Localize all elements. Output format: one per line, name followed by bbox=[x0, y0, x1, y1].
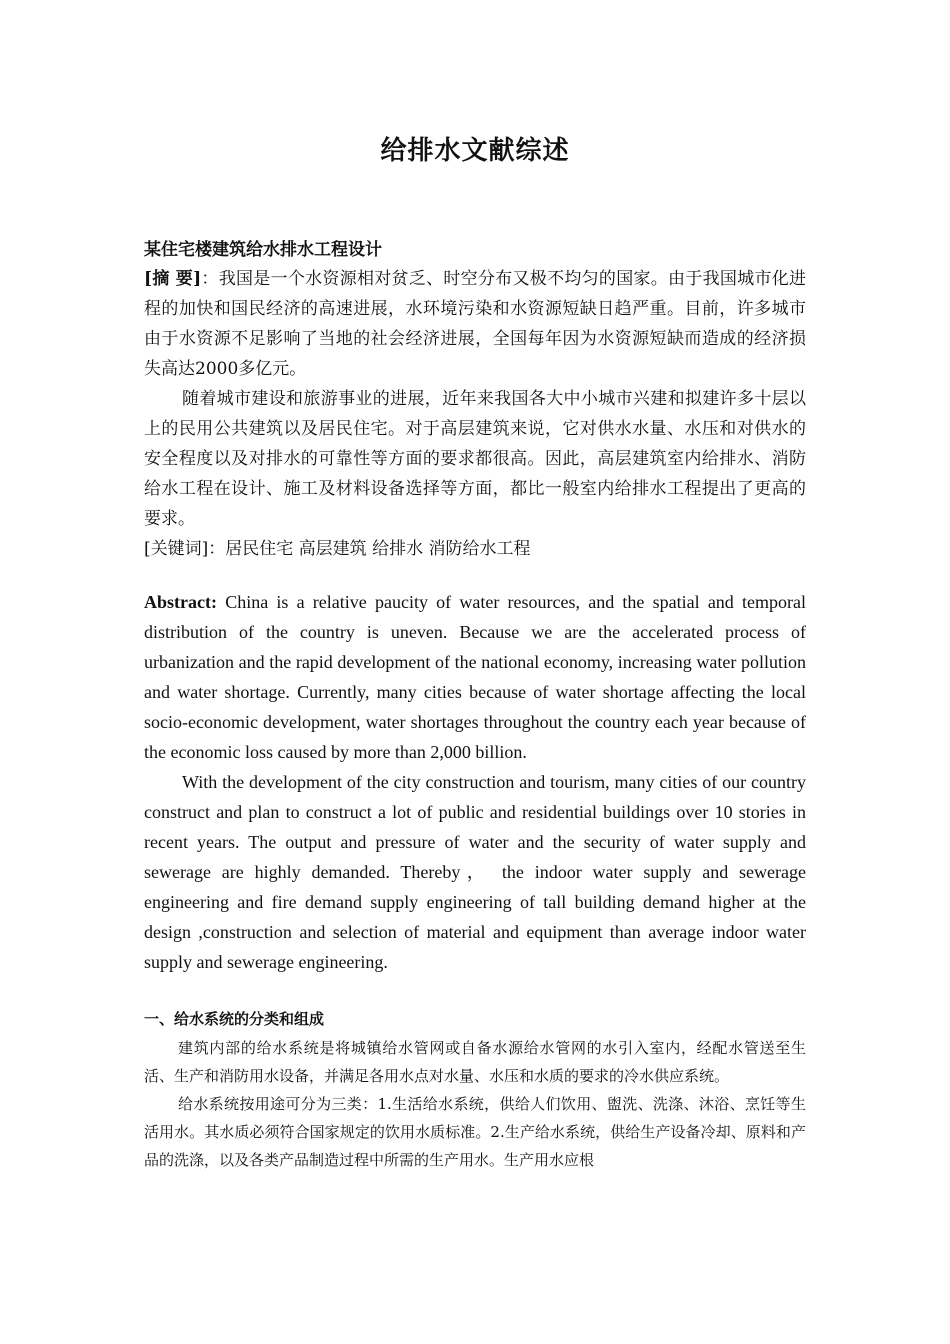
chinese-abstract bbox=[144, 264, 806, 564]
english-abstract-paragraph-1 bbox=[144, 587, 806, 767]
english-abstract bbox=[144, 587, 806, 977]
keywords-label: [关键词] bbox=[144, 539, 209, 559]
section-paragraph-1: 建筑内部的给水系统是将城镇给水管网或自备水源给水管网的水引入室内，经配水管送至生活、生产和消防用水设备，并满足各用水点对水量、水压和水质的要求的冷水供应系统。 bbox=[144, 1039, 806, 1085]
document-title: 给排水文献综述 bbox=[380, 136, 570, 166]
section-paragraph-2: 给水系统按用途可分为三类：1.生活给水系统，供给人们饮用、盥洗、洗涤、沐浴、烹饪等生活用水。其水质必须符合国家规定的饮用水质标准。2.生产给水系统，供给生产设备冷却、原料和产品的洗涤，以及各类产品制造过程中所需的生产用水。生产用水应根 bbox=[144, 1095, 806, 1169]
abstract-text-1: 我国是一个水资源相对贫乏、时空分布又极不均匀的国家。由于我国城市化进程的加快和国民经济的高速进展，水环境污染和水资源短缺日趋严重。目前，许多城市由于水资源不足影响了当地的社会经济进展，全国每年因为水资源短缺而造成的经济损失高达2000多亿元。 bbox=[144, 269, 807, 379]
keywords-text: 居民住宅 高层建筑 给排水 消防给水工程 bbox=[225, 539, 531, 559]
abstract-label: [摘 要] bbox=[144, 269, 202, 289]
chinese-abstract-paragraph-2: 随着城市建设和旅游事业的进展，近年来我国各大中小城市兴建和拟建许多十层以上的民用公共建筑以及居民住宅。对于高层建筑来说，它对供水水量、水压和对供水的安全程度以及对排水的可靠性等方面的要求都很高。因此，高层建筑室内给排水、消防给水工程在设计、施工及材料设备选择等方面，都比一般室内给排水工程提出了更高的要求。 bbox=[144, 389, 806, 529]
chinese-abstract-paragraph-1 bbox=[144, 264, 806, 384]
section-body bbox=[144, 1034, 806, 1174]
keywords-line bbox=[144, 534, 806, 564]
english-abstract-label: Abstract: bbox=[144, 592, 217, 612]
english-abstract-text-1: China is a relative paucity of water resources, and the spatial and temporal distribution of the country is uneven. Because we are the accelerated process of urbanization and the rapid development of the national economy, increasing water pollution and water shortage. Currently, many cities because of water shortage affecting the local socio-economic development, water shortages throughout the country each year because of the economic loss caused by more than 2,000 billion. bbox=[144, 592, 806, 762]
english-abstract-paragraph-2: With the development of the city construction and tourism, many cities of our country construct and plan to construct a lot of public and residential buildings over 10 stories in recent years. The output and pressure of water and the security of water supply and sewerage are highly demanded. Thereby， the indoor water supply and sewerage engineering and fire demand supply engineering of tall building demand higher at the design ,construction and selection of material and equipment than average indoor water supply and sewerage engineering. bbox=[144, 772, 806, 972]
keywords-separator: ： bbox=[208, 539, 226, 559]
abstract-label-separator: ： bbox=[201, 269, 219, 289]
section-heading: 一、给水系统的分类和组成 bbox=[144, 1010, 325, 1028]
document-subtitle: 某住宅楼建筑给水排水工程设计 bbox=[144, 240, 382, 260]
